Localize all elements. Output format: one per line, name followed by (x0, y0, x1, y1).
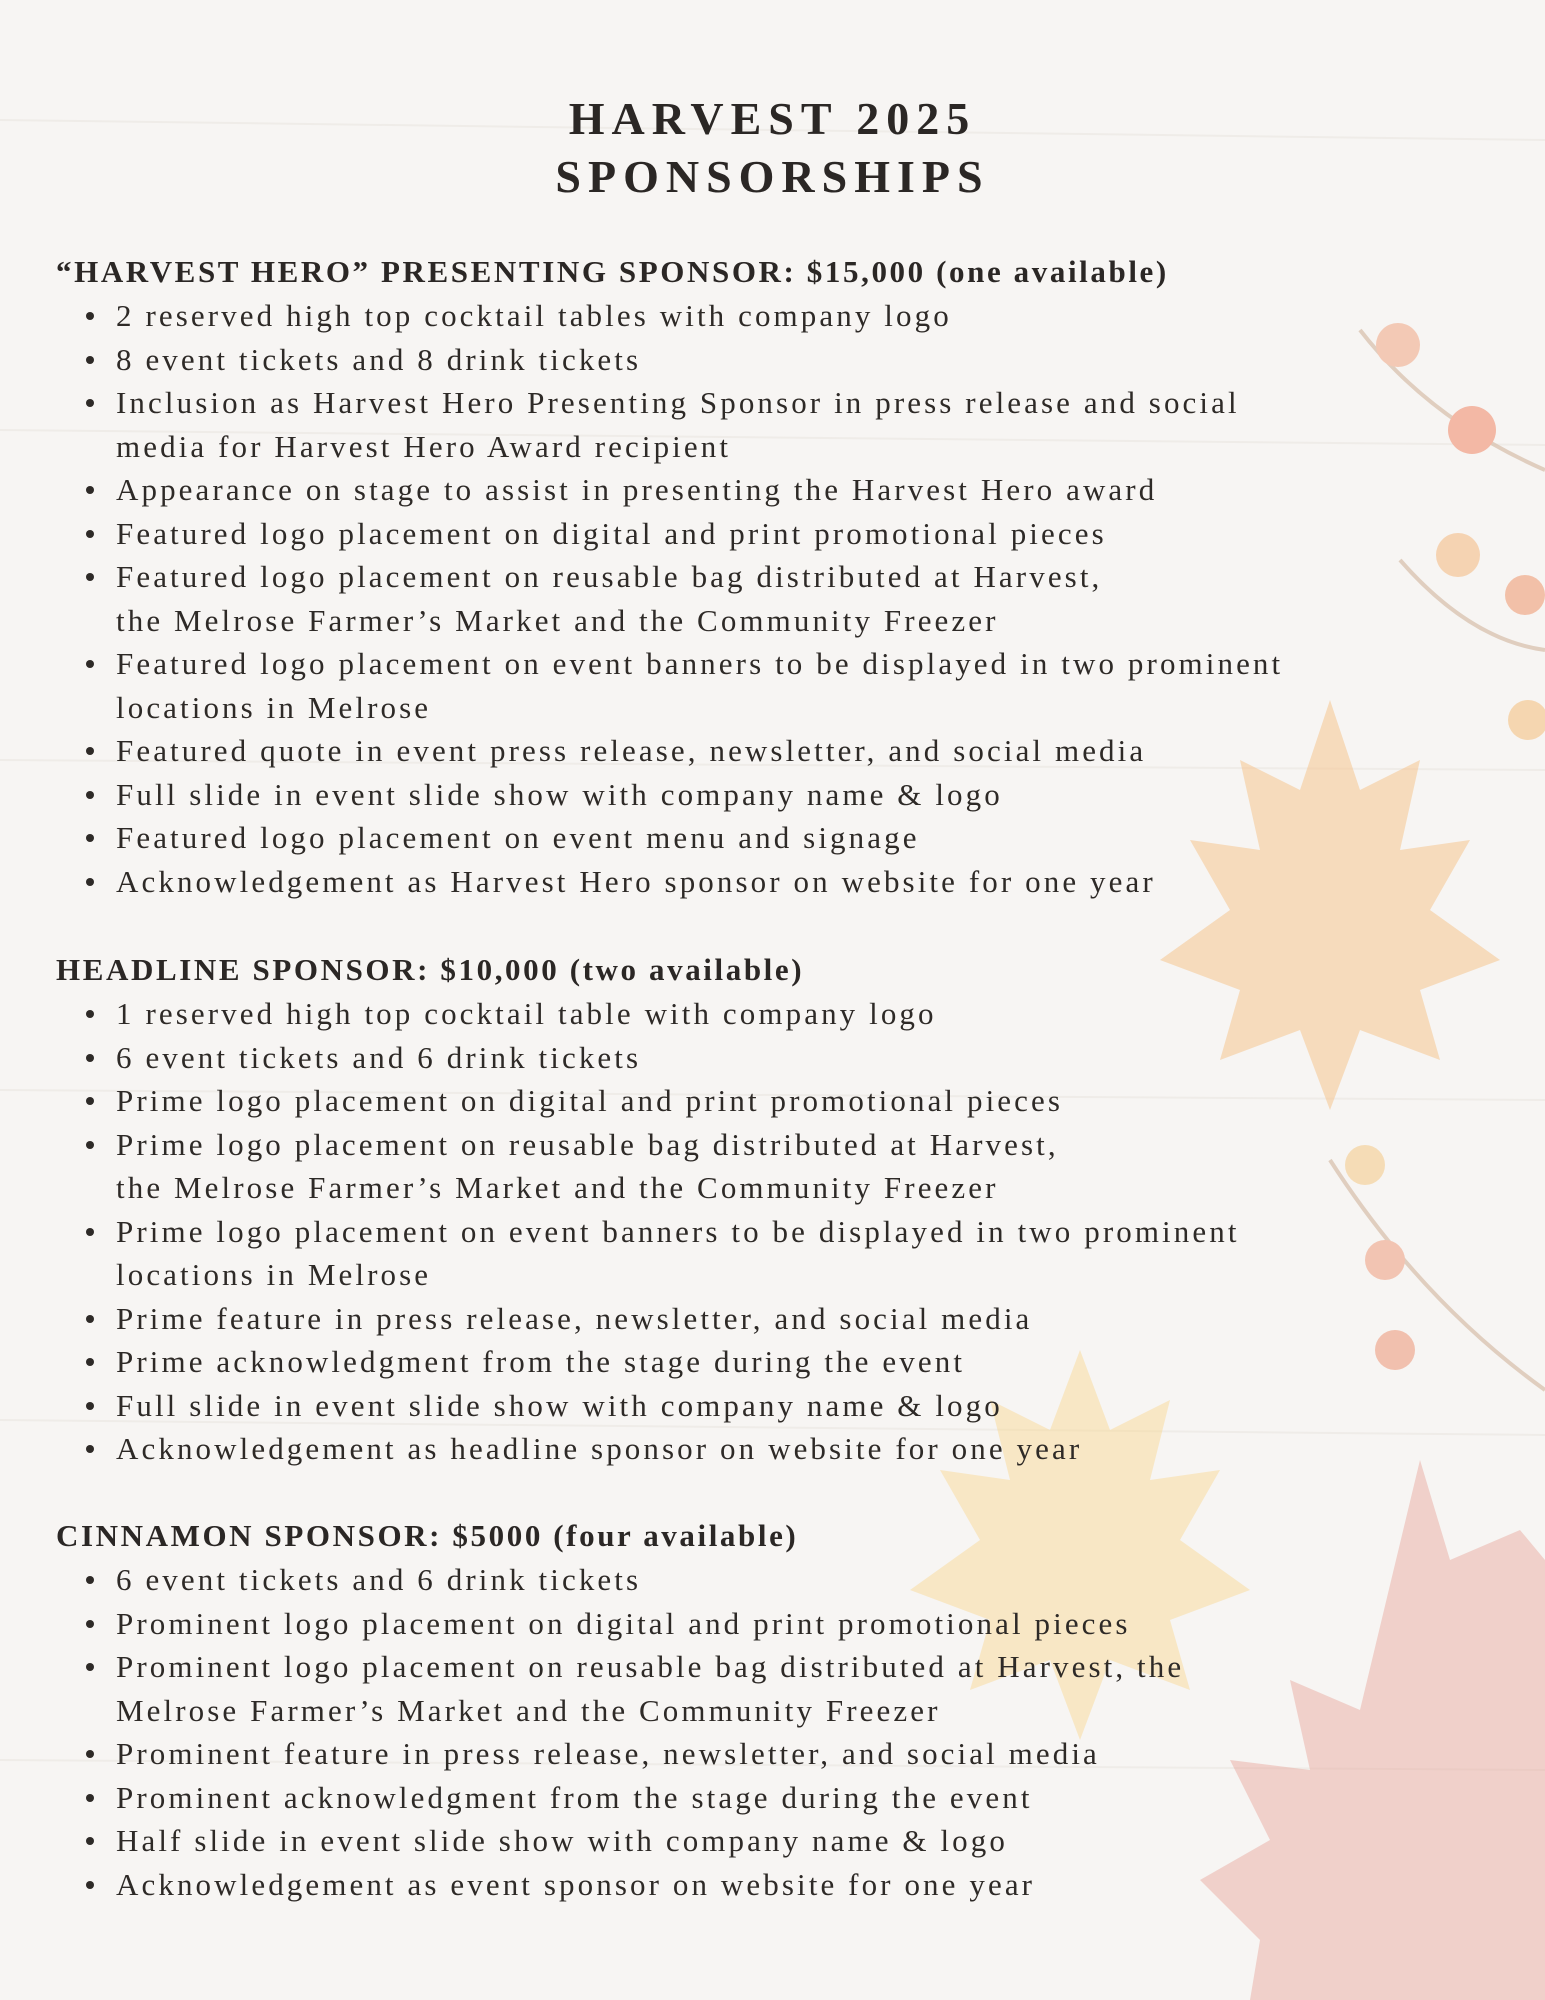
list-item: Acknowledgement as headline sponsor on website for one year (56, 1427, 1526, 1471)
list-item: 8 event tickets and 8 drink tickets (56, 338, 1526, 382)
list-item: 6 event tickets and 6 drink tickets (56, 1558, 1526, 1602)
list-item: 1 reserved high top cocktail table with company logo (56, 992, 1526, 1036)
harvest-hero-section (56, 250, 1526, 903)
list-item: Featured logo placement on reusable bag distributed at Harvest, the Melrose Farmer’s Market and the Community Freezer (56, 555, 1526, 642)
list-item: Prime logo placement on reusable bag distributed at Harvest, the Melrose Farmer’s Market and the Community Freezer (56, 1123, 1526, 1210)
list-item: Prominent acknowledgment from the stage during the event (56, 1776, 1526, 1820)
list-item: Appearance on stage to assist in presenting the Harvest Hero award (56, 468, 1526, 512)
section-heading: “HARVEST HERO” PRESENTING SPONSOR: $15,000 (one available) (56, 254, 1169, 289)
list-item: Full slide in event slide show with company name & logo (56, 773, 1526, 817)
headline-section (56, 948, 1526, 1471)
list-item: Prime logo placement on event banners to be displayed in two prominent locations in Melrose (56, 1210, 1526, 1297)
cinnamon-section (56, 1514, 1526, 1906)
list-item: Half slide in event slide show with company name & logo (56, 1819, 1526, 1863)
benefits-list (56, 294, 1526, 903)
list-item: 2 reserved high top cocktail tables with company logo (56, 294, 1526, 338)
list-item: Featured logo placement on digital and print promotional pieces (56, 512, 1526, 556)
list-item: Inclusion as Harvest Hero Presenting Sponsor in press release and social media for Harvest Hero Award recipient (56, 381, 1526, 468)
list-item: Featured quote in event press release, newsletter, and social media (56, 729, 1526, 773)
benefits-list (56, 1558, 1526, 1906)
list-item: Featured logo placement on event menu and signage (56, 816, 1526, 860)
list-item: Full slide in event slide show with company name & logo (56, 1384, 1526, 1428)
list-item: Featured logo placement on event banners to be displayed in two prominent locations in Melrose (56, 642, 1526, 729)
list-item: Prominent feature in press release, newsletter, and social media (56, 1732, 1526, 1776)
title-line-1: HARVEST 2025 (568, 93, 977, 144)
list-item: Prominent logo placement on reusable bag distributed at Harvest, the Melrose Farmer’s Market and the Community Freezer (56, 1645, 1526, 1732)
title-line-2: SPONSORSHIPS (555, 151, 990, 202)
section-heading: CINNAMON SPONSOR: $5000 (four available) (56, 1518, 799, 1553)
page-title (0, 90, 1545, 206)
list-item: Prominent logo placement on digital and print promotional pieces (56, 1602, 1526, 1646)
list-item: 6 event tickets and 6 drink tickets (56, 1036, 1526, 1080)
list-item: Prime acknowledgment from the stage during the event (56, 1340, 1526, 1384)
benefits-list (56, 992, 1526, 1471)
list-item: Acknowledgement as event sponsor on website for one year (56, 1863, 1526, 1907)
section-heading: HEADLINE SPONSOR: $10,000 (two available) (56, 952, 805, 987)
list-item: Acknowledgement as Harvest Hero sponsor on website for one year (56, 860, 1526, 904)
list-item: Prime feature in press release, newsletter, and social media (56, 1297, 1526, 1341)
list-item: Prime logo placement on digital and print promotional pieces (56, 1079, 1526, 1123)
